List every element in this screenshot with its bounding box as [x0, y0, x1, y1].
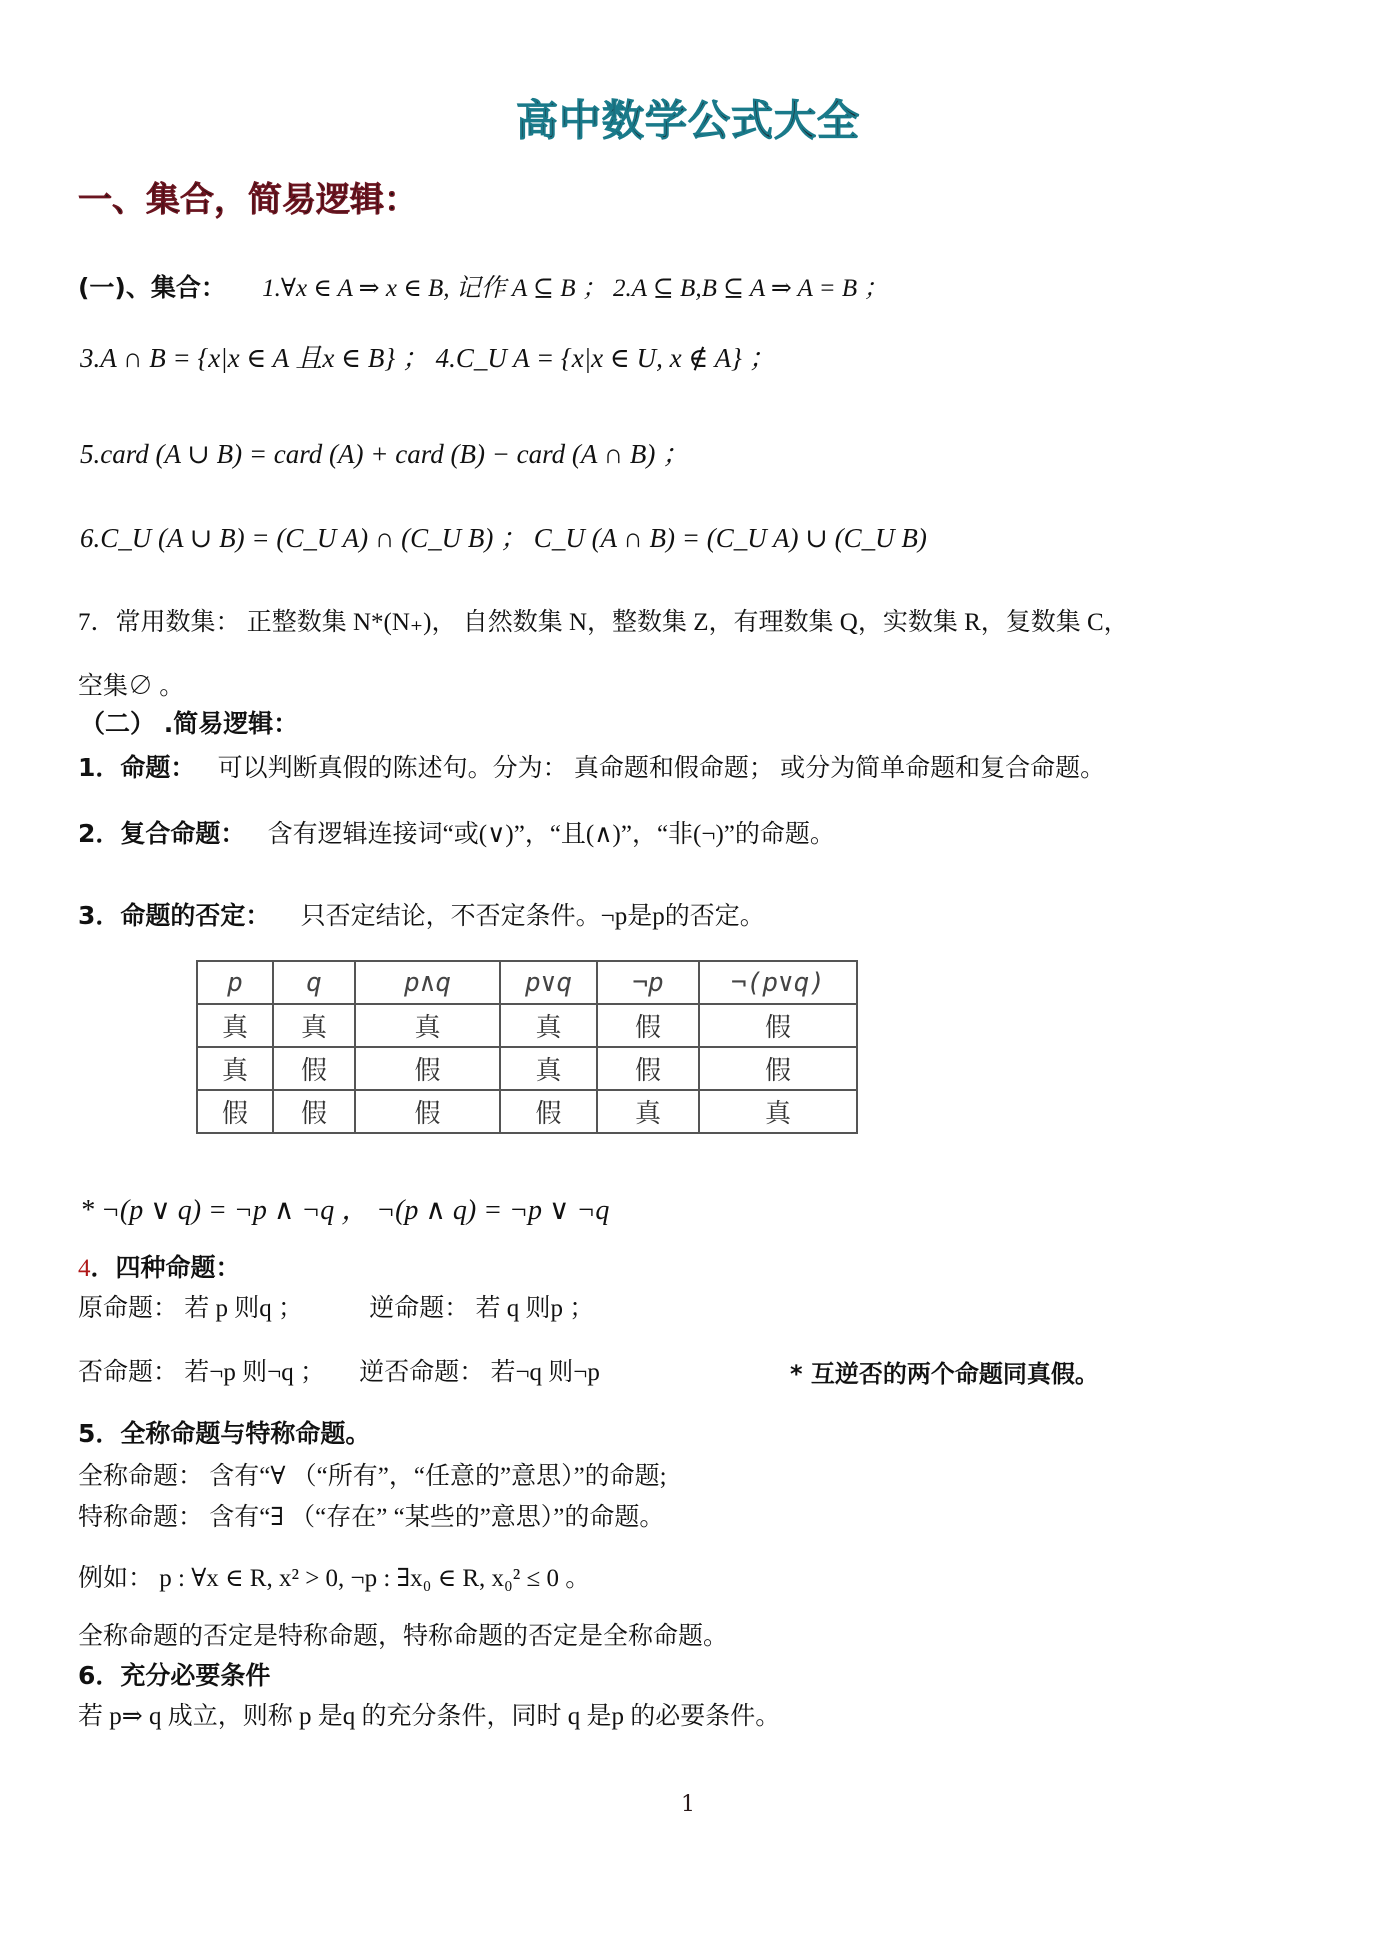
item-number: 4	[78, 1255, 91, 1282]
table-cell: 真	[273, 1004, 355, 1047]
table-cell: 假	[273, 1090, 355, 1133]
item-term: 复合命题：	[120, 819, 246, 848]
header-cell: q	[273, 961, 355, 1004]
sets-subheading: (一)、集合：	[78, 273, 226, 302]
item-term: 命题的否定：	[120, 901, 271, 930]
table-cell: 真	[197, 1047, 273, 1090]
example-line: 例如： p : ∀x ∈ R, x² > 0, ¬p : ∃x₀ ∈ R, x₀² ≤ 0 。	[78, 1565, 591, 1592]
table-cell: 假	[500, 1090, 597, 1133]
table-cell: 假	[597, 1004, 699, 1047]
table-cell: 真	[699, 1090, 857, 1133]
negation-conclusion-line: 全称命题的否定是特称命题，特称命题的否定是全称命题。	[78, 1623, 729, 1650]
truth-table	[196, 960, 858, 1134]
sets-line-1	[78, 268, 888, 304]
sufficient-necessary-text: 若 p⇒ q 成立，则称 p 是q 的充分条件，同时 q 是p 的必要条件。	[78, 1703, 781, 1730]
item-number: 1．	[78, 753, 121, 782]
header-cell: p	[197, 961, 273, 1004]
logic-item-2	[78, 814, 835, 850]
table-cell: 假	[273, 1047, 355, 1090]
table-cell: 真	[500, 1004, 597, 1047]
table-row	[197, 1004, 857, 1047]
table-row	[197, 1090, 857, 1133]
formula-demorgan-sets: 6.C_U (A ∪ B) = (C_U A) ∩ (C_U B) ； C_U (A ∩ B) = (C_U A) ∪ (C_U B)	[80, 523, 927, 553]
item-text: 只否定结论，不否定条件。¬p是p的否定。	[300, 903, 765, 930]
formula-cardinality: 5.card (A ∪ B) = card (A) + card (B) − card (A ∩ B) ；	[80, 439, 690, 469]
four-propositions-line-1	[78, 1288, 594, 1324]
header-cell: ¬(p∨q)	[699, 961, 857, 1004]
item-title: ．四种命题：	[90, 1253, 241, 1282]
table-cell: 真	[355, 1004, 500, 1047]
existential-proposition-line: 特称命题： 含有“∃ （“存在” “某些的”意思）”的命题。	[78, 1504, 665, 1531]
table-cell: 真	[500, 1047, 597, 1090]
section-heading-sets-logic: 一、集合，简易逻辑：	[78, 180, 418, 220]
item-term: 命题：	[120, 753, 196, 782]
original-proposition: 原命题： 若 p 则q ；	[78, 1295, 304, 1322]
formula-intersection-complement: 3.A ∩ B = {x|x ∈ A 且x ∈ B} ； 4.C_U A = {x|x ∈ U, x ∉ A} ；	[80, 343, 776, 373]
table-cell: 假	[355, 1047, 500, 1090]
table-row	[197, 1047, 857, 1090]
table-cell: 假	[699, 1047, 857, 1090]
demorgan-logic-formula: * ¬(p ∨ q) = ¬p ∧ ¬q ， ¬(p ∧ q) = ¬p ∨ ¬q	[80, 1195, 610, 1226]
page-number: 1	[681, 1792, 695, 1817]
item-number: 2．	[78, 819, 121, 848]
table-cell: 真	[597, 1090, 699, 1133]
document-title: 高中数学公式大全	[515, 96, 860, 145]
logic-subheading: （二） .简易逻辑：	[80, 709, 299, 738]
header-cell: p∧q	[355, 961, 500, 1004]
four-propositions-line-2	[78, 1352, 600, 1388]
item-text: 可以判断真假的陈述句。分为： 真命题和假命题； 或分为简单命题和复合命题。	[217, 755, 1106, 782]
truth-table-header	[197, 961, 857, 1004]
universal-existential-heading: 5．全称命题与特称命题。	[78, 1419, 371, 1448]
table-cell: 假	[355, 1090, 500, 1133]
logic-item-3	[78, 896, 765, 932]
sufficient-necessary-heading: 6．充分必要条件	[78, 1661, 271, 1690]
item-text: 含有逻辑连接词“或(∨)”，“且(∧)”，“非(¬)”的命题。	[267, 821, 835, 848]
converse-proposition: 逆命题： 若 q 则p ；	[369, 1295, 595, 1322]
contrapositive-proposition: 逆否命题： 若¬q 则¬p	[359, 1359, 600, 1386]
number-sets-line: 7．常用数集： 正整数集 N*(N₊)， 自然数集 N，整数集 Z，有理数集 Q，实数集 R，复数集 C，	[78, 609, 1129, 636]
table-cell: 真	[197, 1004, 273, 1047]
four-propositions-heading	[78, 1248, 241, 1284]
table-cell: 假	[597, 1047, 699, 1090]
contrapositive-note: * 互逆否的两个命题同真假。	[790, 1360, 1099, 1388]
item-number: 3．	[78, 901, 121, 930]
table-cell: 假	[197, 1090, 273, 1133]
table-cell: 假	[699, 1004, 857, 1047]
formula-subset: 1.∀x ∈ A ⇒ x ∈ B, 记作 A ⊆ B ； 2.A ⊆ B,B ⊆ A ⇒ A = B ；	[262, 275, 889, 302]
inverse-proposition: 否命题： 若¬p 则¬q ；	[78, 1359, 325, 1386]
empty-set-line: 空集∅ 。	[78, 673, 185, 700]
header-cell: ¬p	[597, 961, 699, 1004]
header-cell: p∨q	[500, 961, 597, 1004]
logic-item-1	[78, 748, 1105, 784]
universal-proposition-line: 全称命题： 含有“∀ （“所有”，“任意的”意思）”的命题;	[78, 1463, 667, 1490]
